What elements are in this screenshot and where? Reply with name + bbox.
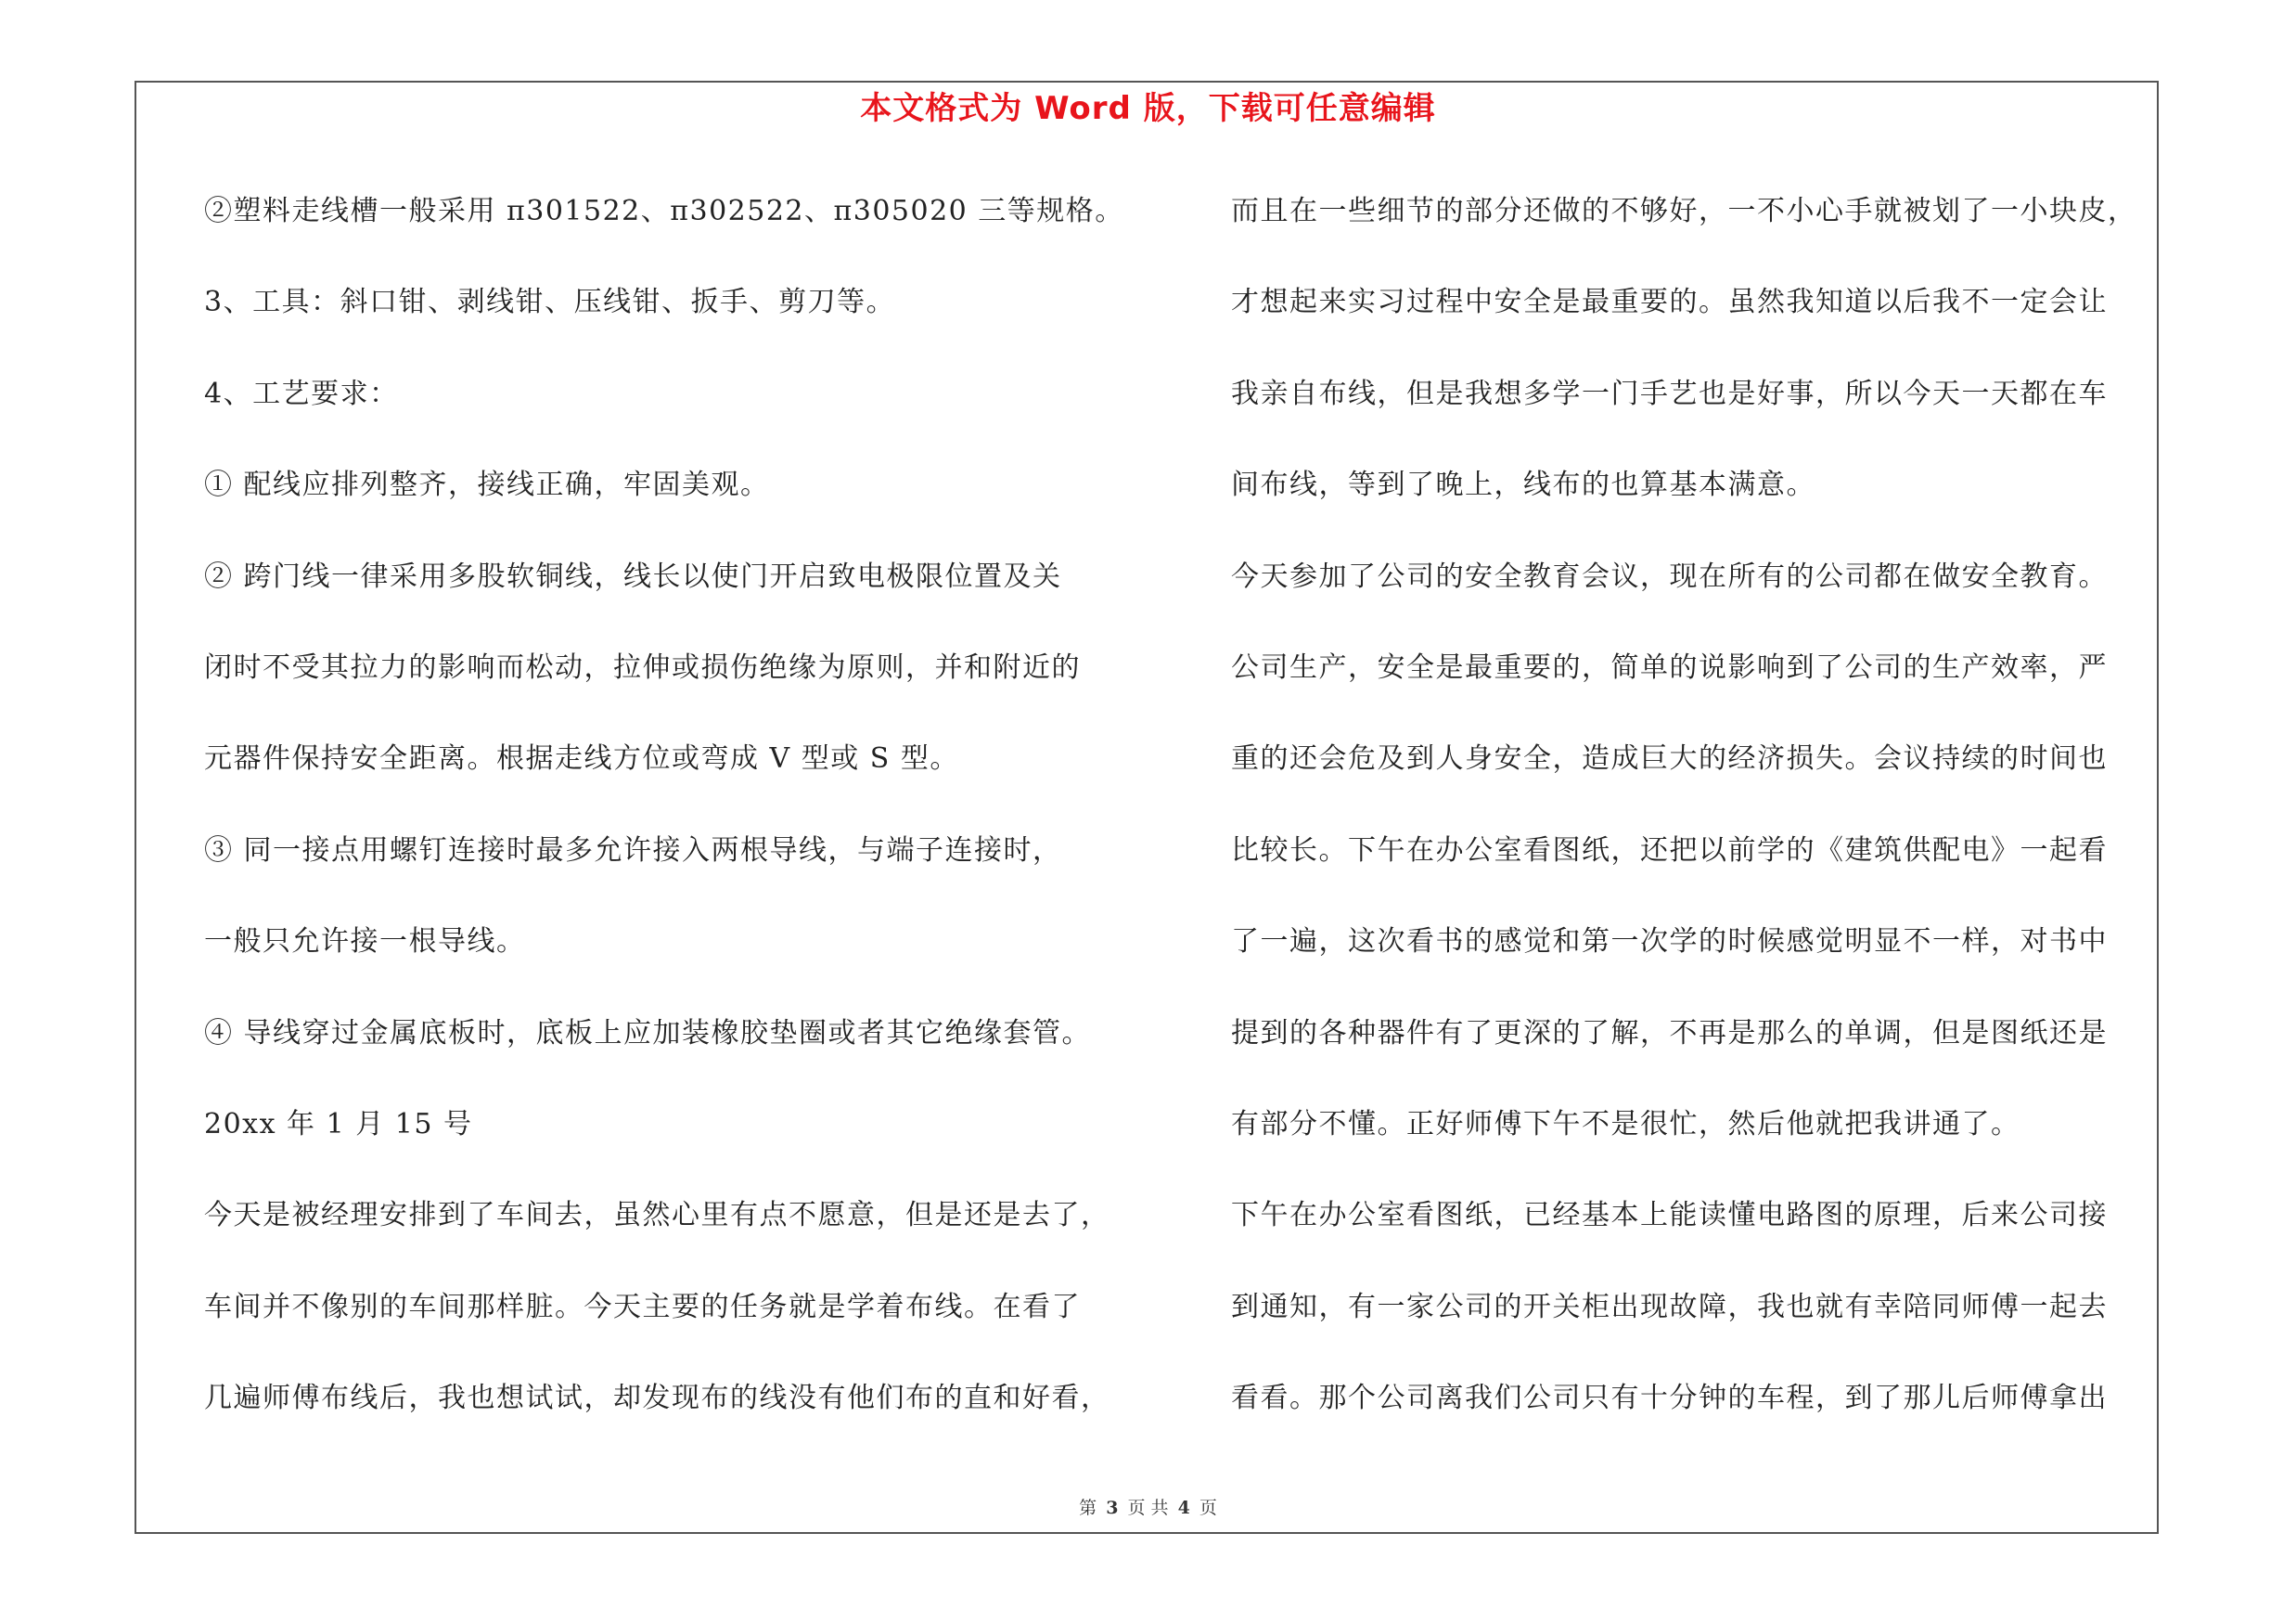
text-line: 下午在办公室看图纸，已经基本上能读懂电路图的原理，后来公司接 [1231, 1199, 2108, 1232]
text-line: 间布线，等到了晚上，线布的也算基本满意。 [1231, 469, 1815, 502]
text-line: 20xx 年 1 月 15 号 [204, 1107, 473, 1140]
text-line: 闭时不受其拉力的影响而松动，拉伸或损伤绝缘为原则，并和附近的 [204, 650, 1081, 684]
text-line: 到通知，有一家公司的开关柜出现故障，我也就有幸陪同师傅一起去 [1231, 1290, 2108, 1323]
text-line: 3、工具：斜口钳、剥线钳、压线钳、扳手、剪刀等。 [204, 286, 896, 319]
word-format-banner: 本文格式为 Word 版，下载可任意编辑 [860, 90, 1436, 127]
text-line: 几遍师傅布线后，我也想试试，却发现布的线没有他们布的直和好看， [204, 1382, 1110, 1415]
text-line: 才想起来实习过程中安全是最重要的。虽然我知道以后我不一定会让 [1231, 286, 2108, 319]
left-text-column [204, 184, 1160, 1446]
text-line: 提到的各种器件有了更深的了解，不再是那么的单调，但是图纸还是 [1231, 1016, 2108, 1050]
text-line: 看看。那个公司离我们公司只有十分钟的车程，到了那儿后师傅拿出 [1231, 1382, 2108, 1415]
right-text-column [1231, 184, 2177, 1446]
footer-prefix: 第 [1079, 1498, 1097, 1518]
text-line: 有部分不懂。正好师傅下午不是很忙，然后他就把我讲通了。 [1231, 1107, 2020, 1140]
text-line: 公司生产，安全是最重要的，简单的说影响到了公司的生产效率，严 [1231, 650, 2108, 684]
footer-total-pages: 4 [1177, 1498, 1190, 1518]
footer-current-page: 3 [1106, 1498, 1119, 1518]
text-line: 比较长。下午在办公室看图纸，还把以前学的《建筑供配电》一起看 [1231, 833, 2108, 867]
text-line: 今天是被经理安排到了车间去，虽然心里有点不愿意，但是还是去了， [204, 1199, 1110, 1232]
text-line: ②塑料走线槽一般采用 π301522、π302522、π305020 三等规格。 [204, 195, 1124, 227]
text-line: 而且在一些细节的部分还做的不够好，一不小心手就被划了一小块皮， [1231, 195, 2137, 227]
text-line: ① 配线应排列整齐，接线正确，牢固美观。 [204, 469, 770, 502]
text-line: 今天参加了公司的安全教育会议，现在所有的公司都在做安全教育。 [1231, 560, 2108, 593]
text-line: 元器件保持安全距离。根据走线方位或弯成 V 型或 S 型。 [204, 742, 959, 776]
text-line: ③ 同一接点用螺钉连接时最多允许接入两根导线，与端子连接时， [204, 833, 1062, 867]
text-line: ④ 导线穿过金属底板时，底板上应加装橡胶垫圈或者其它绝缘套管。 [204, 1016, 1092, 1050]
page-number-footer [0, 1494, 2296, 1519]
text-line: 重的还会危及到人身安全，造成巨大的经济损失。会议持续的时间也 [1231, 742, 2108, 776]
text-line: 车间并不像别的车间那样脏。今天主要的任务就是学着布线。在看了 [204, 1290, 1081, 1323]
text-line: 一般只允许接一根导线。 [204, 925, 526, 959]
text-line: 我亲自布线，但是我想多学一门手艺也是好事，所以今天一天都在车 [1231, 377, 2108, 410]
text-line: 了一遍，这次看书的感觉和第一次学的时候感觉明显不一样，对书中 [1231, 925, 2108, 959]
footer-middle: 页 共 [1127, 1498, 1169, 1518]
text-line: 4、工艺要求： [204, 377, 399, 410]
footer-suffix: 页 [1199, 1498, 1217, 1518]
text-line: ② 跨门线一律采用多股软铜线，线长以使门开启致电极限位置及关 [204, 560, 1062, 593]
